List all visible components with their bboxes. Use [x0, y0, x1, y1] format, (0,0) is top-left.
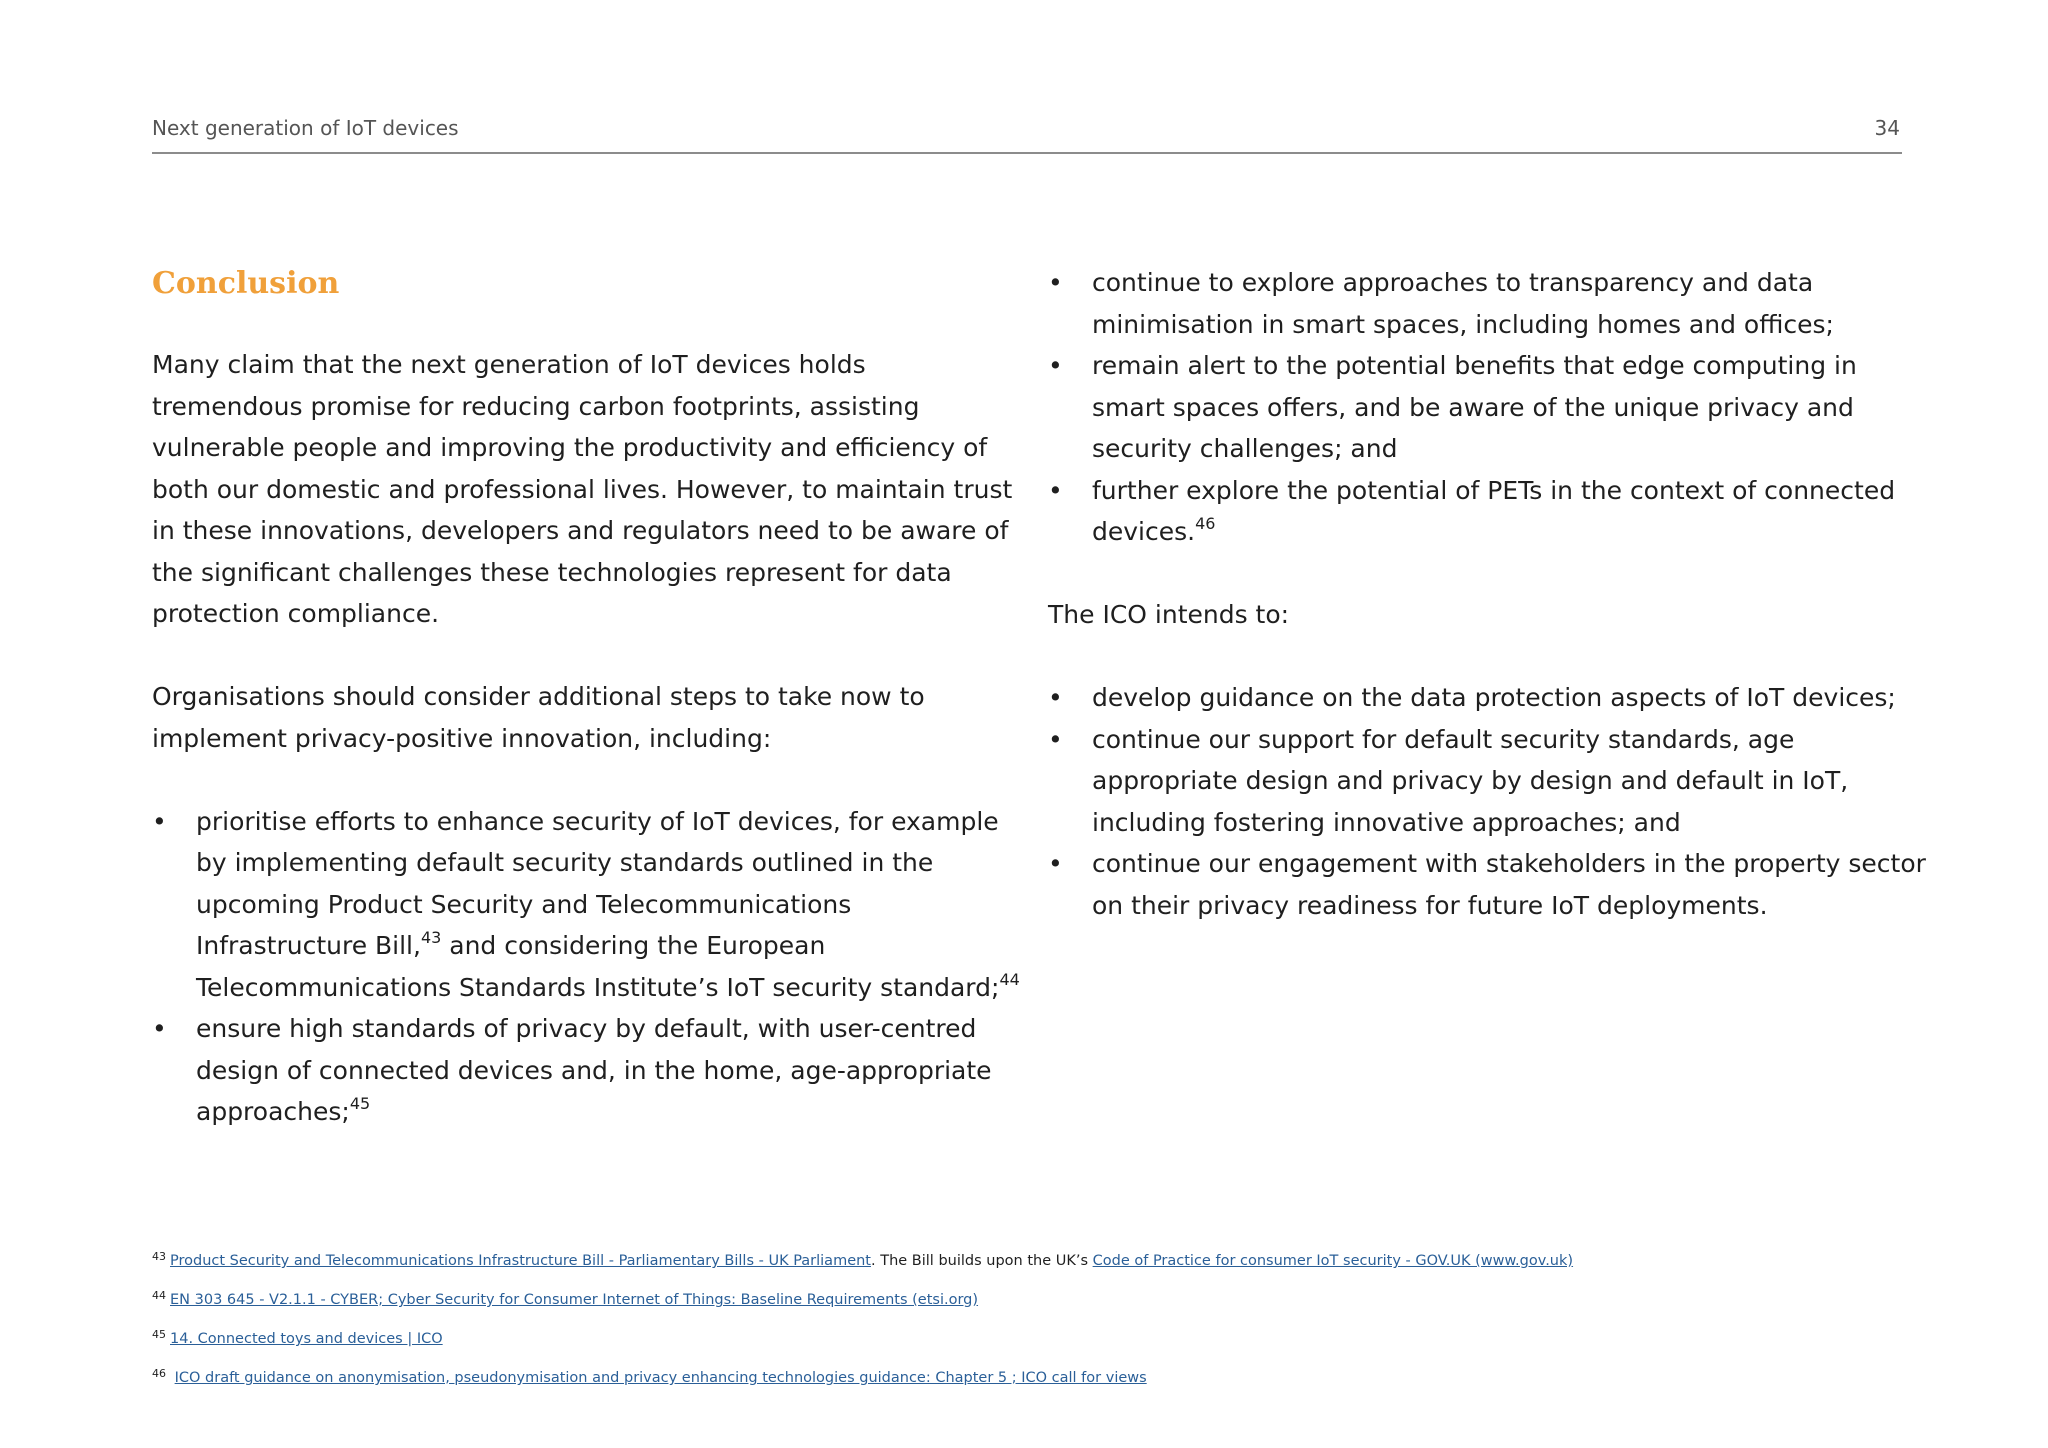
section-heading: Conclusion	[152, 266, 340, 301]
bullet-icon: •	[152, 806, 167, 836]
footnote-ref[interactable]: 44	[999, 969, 1020, 989]
bullet-icon: •	[1048, 351, 1063, 380]
footnote-44: $^{44}$ EN 303 645 - V2.1.1 - CYBER; Cyber Security for Consumer Internet of Things: Baseline Requirements (etsi.org)	[152, 1289, 979, 1308]
footnote-link[interactable]: Product Security and Telecommunications Infrastructure Bill - Parliamentary Bills - UK Parliament	[170, 1253, 871, 1269]
footnote-ref[interactable]: 46	[1195, 514, 1216, 533]
list-item: • continue our support for default security standards, age appropriate design and privacy by design and default in IoT, including fostering innovative approaches; and	[1048, 719, 1928, 844]
bullet-icon: •	[1048, 724, 1063, 754]
left-column	[152, 262, 1022, 1133]
ico-intro: The ICO intends to:	[1048, 600, 1290, 629]
footnote-link[interactable]: Code of Practice for consumer IoT security - GOV.UK (www.gov.uk)	[1092, 1253, 1574, 1269]
footnote-43: $^{43}$ Product Security and Telecommunications Infrastructure Bill - Parliamentary Bills - UK Parliament. The Bill builds upon the UK’s Code of Practice for consumer IoT security - GOV.UK (www.gov.uk)	[152, 1250, 1574, 1269]
bullet-icon: •	[152, 1014, 167, 1043]
list-item: • prioritise efforts to enhance security of IoT devices, for example by implementing default security standards outlined in the upcoming Product Security and Telecommunications Infrastructure Bill,$^{43}$ and considering the European Telecommunications Standards Institute’s IoT security standard;$^{44}$	[152, 801, 1022, 1009]
footnote-link[interactable]: 14. Connected toys and devices | ICO	[170, 1331, 443, 1347]
organisations-steps-list-continued	[1048, 262, 1928, 553]
right-column	[1048, 262, 1928, 926]
page-header	[152, 114, 1902, 154]
list-item: • continue our engagement with stakeholders in the property sector on their privacy readiness for future IoT deployments.	[1048, 843, 1928, 926]
intro-paragraph: Many claim that the next generation of IoT devices holds tremendous promise for reducing carbon footprints, assisting vulnerable people and improving the productivity and efficiency of both our domestic and professional lives. However, to maintain trust in these innovations, developers and regulators need to be aware of the significant challenges these technologies represent for data protection compliance.	[152, 350, 1013, 628]
page-number: 34	[1874, 116, 1900, 140]
list-item: • ensure high standards of privacy by default, with user-centred design of connected devices and, in the home, age-appropriate approaches;$^{45}$	[152, 1008, 1022, 1133]
document-title: Next generation of IoT devices	[152, 116, 459, 140]
footnote-ref[interactable]: 43	[420, 928, 442, 947]
footnote-ref[interactable]: 45	[349, 1094, 371, 1113]
bullet-icon: •	[1048, 849, 1063, 878]
bullet-icon: •	[1048, 475, 1063, 505]
organisations-intro: Organisations should consider additional steps to take now to implement privacy-positive innovation, including:	[152, 682, 925, 753]
footnote-link[interactable]: EN 303 645 - V2.1.1 - CYBER; Cyber Security for Consumer Internet of Things: Baseline Requirements (etsi.org)	[170, 1292, 979, 1308]
list-item: • continue to explore approaches to transparency and data minimisation in smart spaces, including homes and offices;	[1048, 262, 1928, 345]
bullet-icon: •	[1048, 683, 1063, 712]
list-item: • develop guidance on the data protection aspects of IoT devices;	[1048, 677, 1928, 719]
footnote-45: $^{45}$ 14. Connected toys and devices | ICO	[152, 1328, 443, 1347]
footnote-link[interactable]: ICO draft guidance on anonymisation, pseudonymisation and privacy enhancing technologies guidance: Chapter 5 ; ICO call for views	[174, 1370, 1147, 1386]
footnotes	[152, 1242, 1912, 1398]
list-item: • further explore the potential of PETs in the context of connected devices.$^{46}$	[1048, 470, 1928, 553]
bullet-icon: •	[1048, 268, 1063, 297]
list-item: • remain alert to the potential benefits that edge computing in smart spaces offers, and be aware of the unique privacy and security challenges; and	[1048, 345, 1928, 470]
organisations-steps-list	[152, 801, 1022, 1133]
ico-intentions-list	[1048, 677, 1928, 926]
footnote-46: $^{46}$ ICO draft guidance on anonymisation, pseudonymisation and privacy enhancing technologies guidance: Chapter 5 ; ICO call for views	[152, 1367, 1147, 1386]
